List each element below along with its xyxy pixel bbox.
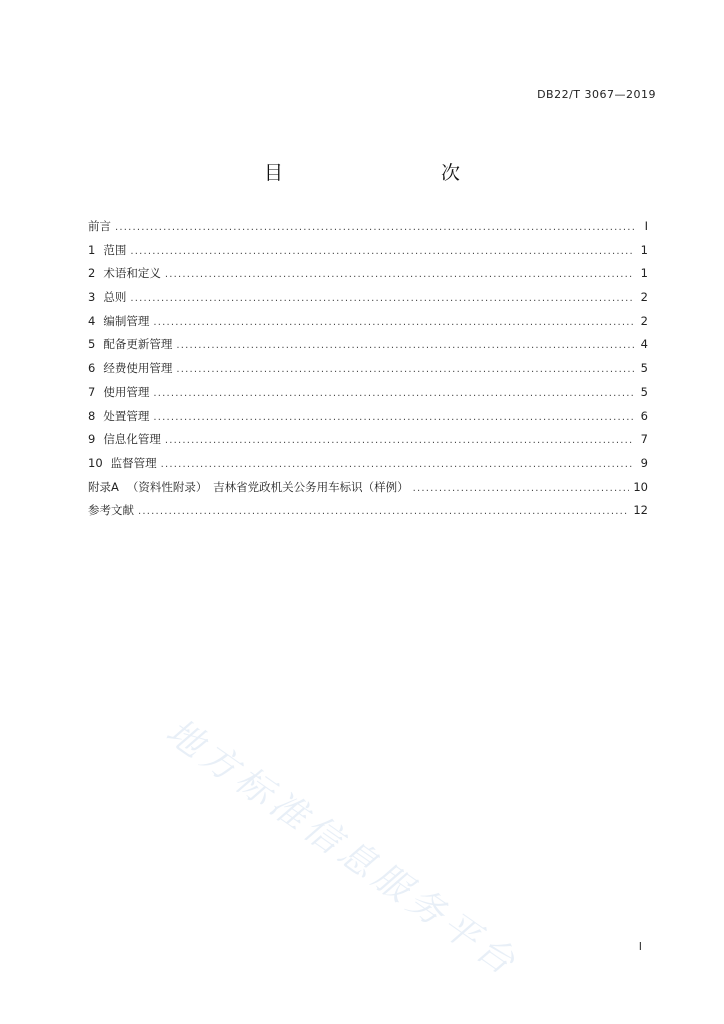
toc-entry-page: 4 bbox=[640, 337, 648, 352]
toc-entry-page: 12 bbox=[633, 503, 648, 518]
toc-entry-page: 1 bbox=[640, 266, 648, 281]
toc-dot-leader bbox=[176, 364, 634, 375]
toc-dot-leader bbox=[165, 269, 634, 280]
toc-entry-page: 2 bbox=[640, 313, 648, 328]
toc-entry-label: 监督管理 bbox=[110, 455, 157, 470]
toc-entry-label: 前言 bbox=[88, 219, 111, 233]
page-number: I bbox=[638, 940, 642, 953]
toc-entry-label: 配备更新管理 bbox=[103, 337, 173, 352]
watermark: 地方标准信息服务平台 bbox=[158, 711, 527, 986]
toc-entry[interactable] bbox=[88, 384, 648, 408]
toc-entry-number: 7 bbox=[88, 384, 96, 399]
toc-entry-label: 信息化管理 bbox=[103, 432, 161, 447]
toc-entry-number: 10 bbox=[88, 455, 103, 470]
toc-entry-page: 7 bbox=[640, 432, 648, 447]
toc-entry[interactable] bbox=[88, 479, 648, 503]
toc-entry-label: 术语和定义 bbox=[103, 266, 161, 281]
toc-entry-label: 经费使用管理 bbox=[103, 361, 173, 376]
toc-dot-leader bbox=[153, 388, 634, 399]
toc-dot-leader bbox=[153, 317, 634, 328]
toc-entry[interactable] bbox=[88, 313, 648, 337]
toc-entry-number: 4 bbox=[88, 313, 96, 328]
toc-entry[interactable] bbox=[88, 360, 648, 384]
toc-entry-number: 1 bbox=[88, 242, 96, 257]
toc-dot-leader bbox=[130, 246, 634, 257]
toc-entry-page: I bbox=[644, 219, 648, 233]
toc-entry-number: 9 bbox=[88, 432, 96, 447]
toc-entry-page: 6 bbox=[640, 408, 648, 423]
toc-dot-leader bbox=[176, 340, 634, 351]
toc-entry-page: 10 bbox=[633, 479, 648, 494]
toc-entry-label: 使用管理 bbox=[103, 384, 150, 399]
toc-entry-label: 编制管理 bbox=[103, 313, 150, 328]
toc-title: 目 次 bbox=[263, 162, 500, 184]
standard-code: DB22/T 3067—2019 bbox=[537, 88, 656, 101]
toc-entry[interactable] bbox=[88, 242, 648, 266]
toc-entry[interactable] bbox=[88, 265, 648, 289]
toc-entry-page: 5 bbox=[640, 361, 648, 376]
toc-entry-number: 2 bbox=[88, 266, 96, 281]
toc-entry[interactable] bbox=[88, 289, 648, 313]
toc-entry-page: 1 bbox=[640, 242, 648, 257]
table-of-contents bbox=[88, 218, 648, 526]
toc-entry-label: 范围 bbox=[103, 242, 127, 257]
toc-entry-number: 3 bbox=[88, 290, 96, 305]
toc-entry-page: 5 bbox=[640, 384, 648, 399]
toc-entry-page: 9 bbox=[640, 455, 648, 470]
toc-entry-label: 处置管理 bbox=[103, 408, 150, 423]
toc-entry[interactable] bbox=[88, 502, 648, 526]
toc-dot-leader bbox=[130, 293, 634, 304]
toc-dot-leader bbox=[115, 222, 634, 233]
toc-entry-number: 6 bbox=[88, 361, 96, 376]
toc-entry-number: 8 bbox=[88, 408, 96, 423]
toc-entry-label: （资料性附录） 吉林省党政机关公务用车标识（样例） bbox=[126, 479, 409, 494]
toc-entry[interactable] bbox=[88, 431, 648, 455]
toc-entry-page: 2 bbox=[640, 290, 648, 305]
toc-entry[interactable] bbox=[88, 455, 648, 479]
toc-entry-label: 参考文献 bbox=[88, 503, 134, 518]
toc-entry[interactable] bbox=[88, 336, 648, 360]
toc-dot-leader bbox=[138, 506, 629, 517]
toc-entry[interactable] bbox=[88, 218, 648, 242]
toc-dot-leader bbox=[165, 435, 634, 446]
toc-dot-leader bbox=[161, 459, 634, 470]
toc-entry[interactable] bbox=[88, 408, 648, 432]
toc-dot-leader bbox=[153, 412, 634, 423]
toc-entry-number: 附录A bbox=[88, 479, 119, 494]
toc-entry-label: 总则 bbox=[103, 290, 127, 305]
toc-dot-leader bbox=[413, 483, 630, 494]
toc-entry-number: 5 bbox=[88, 337, 96, 352]
